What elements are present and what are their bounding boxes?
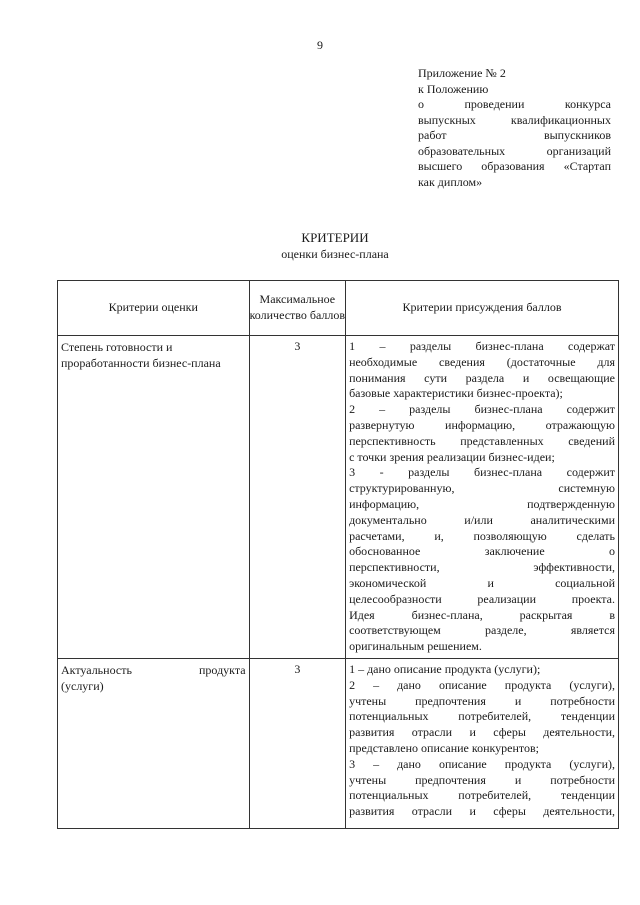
text-line: учтены предпочтения и потребности	[349, 693, 615, 708]
title-block	[0, 230, 640, 262]
text-line: перспективности, эффективности,	[349, 560, 615, 575]
appendix-line: к Положению	[418, 81, 489, 96]
table-row	[58, 658, 619, 828]
text-line: потенциальных потребителей, тенденции	[349, 788, 615, 803]
row-criterion: Степень готовности и проработанности бизнес-плана	[58, 336, 250, 659]
text-line: структурированную, системную	[349, 481, 615, 496]
text-line: 1 – разделы бизнес-плана содержат	[349, 339, 615, 353]
row-criterion	[58, 658, 250, 828]
header-max-score: Максимальное количество баллов	[249, 281, 345, 336]
document-subtitle: оценки бизнес-плана	[281, 247, 389, 261]
appendix-title: Приложение № 2	[418, 66, 506, 80]
text-line: 3 – дано описание продукта (услуги),	[349, 756, 615, 771]
text-line: обоснованное заключение о	[349, 544, 615, 559]
criterion-line: Актуальность продукта	[61, 662, 246, 677]
text-line: необходимые сведения (достаточные для	[349, 354, 615, 369]
text-line: 2 – дано описание продукта (услуги),	[349, 677, 615, 692]
text-line: развернутую информацию, отражающую	[349, 417, 615, 432]
row-description	[346, 658, 619, 828]
appendix-line: высшего образования «Стартап	[418, 159, 611, 173]
appendix-header	[418, 66, 611, 190]
text-line: развития отрасли и сферы деятельности,	[349, 804, 615, 819]
text-line: соответствующем разделе, является	[349, 623, 615, 638]
appendix-line: образовательных организаций	[418, 143, 611, 158]
text-line: информацию, подтвержденную	[349, 496, 615, 511]
text-line: понимания сути раздела и освещающие	[349, 370, 615, 385]
text-line: представлено описание конкурентов;	[349, 740, 539, 755]
text-line: расчетами, и, позволяющую сделать	[349, 528, 615, 543]
text-line: потенциальных потребителей, тенденции	[349, 709, 615, 724]
appendix-lines	[418, 97, 611, 175]
text-line: 2 – разделы бизнес-плана содержит	[349, 402, 615, 417]
row-description	[346, 336, 619, 659]
document-title: КРИТЕРИИ	[301, 230, 369, 245]
text-line: 1 – дано описание продукта (услуги);	[349, 661, 541, 676]
header-criteria: Критерии оценки	[58, 281, 250, 336]
description-lines	[349, 339, 615, 655]
text-line: учтены предпочтения и потребности	[349, 772, 615, 787]
description-lines	[349, 662, 615, 820]
text-line: базовые характеристики бизнес-проекта);	[349, 386, 563, 401]
text-line: перспективность представленных сведений	[349, 433, 615, 448]
text-line: 3 - разделы бизнес-плана содержит	[349, 465, 615, 480]
text-line: документально и/или аналитическими	[349, 512, 615, 527]
criteria-table	[57, 280, 619, 829]
table-header-row	[58, 281, 619, 336]
text-line: экономической и социальной	[349, 575, 615, 590]
criterion-line: (услуги)	[61, 678, 104, 693]
appendix-line: выпускных квалификационных	[418, 112, 611, 127]
text-line: развития отрасли и сферы деятельности,	[349, 725, 615, 740]
row-max-score: 3	[249, 336, 345, 659]
page-number: 9	[317, 38, 323, 52]
appendix-line: работ выпускников	[418, 128, 611, 142]
text-line: целесообразности реализации проекта.	[349, 591, 615, 606]
text-line: с точки зрения реализации бизнес-идеи;	[349, 449, 555, 464]
appendix-line: о проведении конкурса	[418, 97, 611, 111]
table-row	[58, 336, 619, 659]
appendix-line-last: как диплом»	[418, 174, 483, 189]
row-max-score: 3	[249, 658, 345, 828]
text-line: оригинальным решением.	[349, 639, 482, 654]
header-scoring: Критерии присуждения баллов	[346, 281, 619, 336]
text-line: Идея бизнес-плана, раскрытая в	[349, 607, 615, 622]
